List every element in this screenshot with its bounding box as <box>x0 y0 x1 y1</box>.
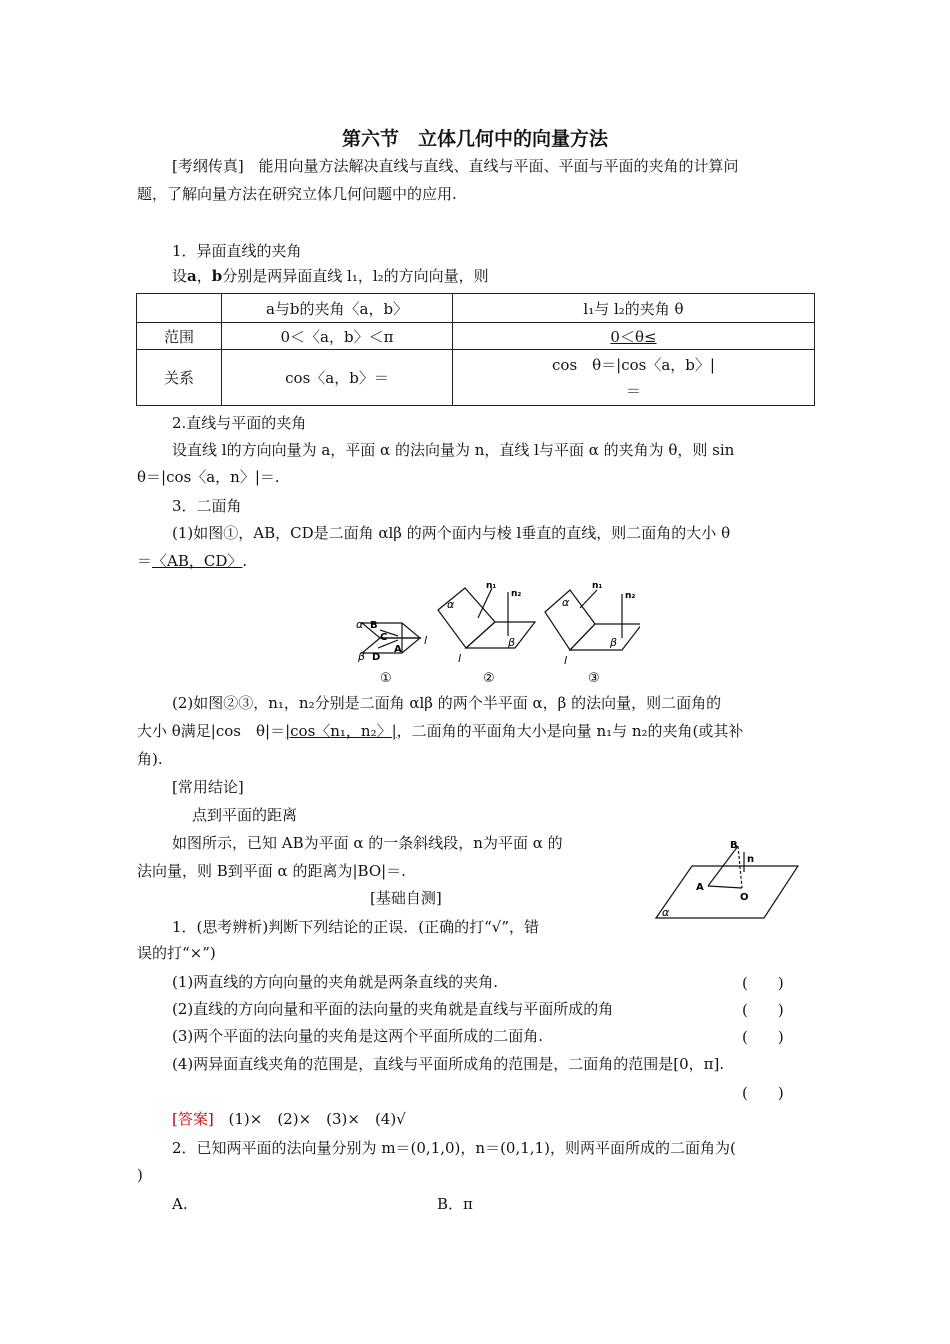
p2-suffix: ，二面角的平面角大小是向量 n₁与 n₂的夹角(或其补 <box>396 722 744 740</box>
fig3-n2: n₂ <box>625 591 636 601</box>
judgement-item-2: (2)直线的方向向量和平面的法向量的夹角就是直线与平面所成的角 <box>172 1000 614 1018</box>
p2-answer: |cos〈n₁，n₂〉| <box>285 722 397 740</box>
table-cell: 0＜〈a，b〉＜π <box>222 323 453 350</box>
conclusion-tag: [常用结论] <box>172 778 244 796</box>
judgement-item-4: (4)两异面直线夹角的范围是，直线与平面所成角的范围是，二面角的范围是[0，π]. <box>172 1055 725 1073</box>
fig2-alpha: α <box>447 598 455 611</box>
dist-O: O <box>740 892 749 903</box>
table-row <box>137 323 815 350</box>
fig1-D: D <box>372 652 381 663</box>
section-3-heading: 3．二面角 <box>172 497 242 515</box>
fig2-beta: β <box>508 636 516 649</box>
fig2-l: l <box>458 652 462 665</box>
intro-line-2: 题，了解向量方法在研究立体几何问题中的应用. <box>137 185 457 203</box>
judgement-paren-3: ( ) <box>742 1028 784 1046</box>
judgement-paren-1: ( ) <box>742 974 784 992</box>
relation-line-2: ＝ <box>625 381 641 400</box>
fig1-beta: β <box>358 650 366 663</box>
conclusion-line-2: 法向量，则 B到平面 α 的距离为|BO|＝. <box>137 862 406 880</box>
section-2-heading: 2.直线与平面的夹角 <box>172 414 307 432</box>
fig2-n1: n₁ <box>486 581 497 591</box>
relation-line-1: cos θ＝|cos〈a，b〉| <box>552 355 715 374</box>
fig1-alpha: α <box>356 618 364 631</box>
fig3-beta: β <box>610 636 618 649</box>
fig1-l: l <box>424 634 428 647</box>
range-answer: 0＜θ≤ <box>610 327 657 346</box>
table-cell <box>137 294 222 323</box>
intro-line-1 <box>172 156 739 176</box>
selftest-q2-line-2: ) <box>137 1166 143 1184</box>
page-title: 第六节 立体几何中的向量方法 <box>341 128 608 150</box>
option-b: B．π <box>437 1195 473 1213</box>
option-a: A. <box>172 1195 188 1213</box>
section-3-p1-line-1: (1)如图①，AB，CD是二面角 αlβ 的两个面内与棱 l垂直的直线，则二面角的大小 θ <box>172 524 731 542</box>
judgement-item-3: (3)两个平面的法向量的夹角是这两个平面所成的二面角. <box>172 1027 544 1045</box>
section-1-heading: 1．异面直线的夹角 <box>172 242 302 260</box>
fig3-n1: n₁ <box>592 581 603 591</box>
distance-figure <box>652 836 802 922</box>
judgement-item-1: (1)两直线的方向向量的夹角就是两条直线的夹角. <box>172 973 499 991</box>
intro-tag: [考纲传真] <box>172 157 244 175</box>
dihedral-figures <box>340 578 640 688</box>
intro-text-1: 能用向量方法解决直线与直线、直线与平面、平面与平面的夹角的计算问 <box>258 157 739 175</box>
vector-b: b <box>211 267 223 285</box>
dist-B: B <box>730 840 738 851</box>
fig1-label: ① <box>380 671 392 686</box>
table-header-cell: a与b的夹角〈a，b〉 <box>222 294 453 323</box>
judgement-paren-2: ( ) <box>742 1001 784 1019</box>
table-cell <box>453 350 815 406</box>
section-3-p2-line-1: (2)如图②③，n₁，n₂分别是二面角 αlβ 的两个半平面 α，β 的法向量，则二面角的 <box>172 694 722 712</box>
answer-line <box>172 1109 406 1129</box>
answer-tag: [答案] <box>172 1110 214 1128</box>
section-3-p1-line-2 <box>137 551 247 571</box>
p1-suffix: . <box>242 552 248 570</box>
fig2-n2: n₂ <box>511 589 522 599</box>
fig2-label: ② <box>483 671 495 686</box>
dist-A: A <box>696 882 704 893</box>
answer-text: (1)× (2)× (3)× (4)√ <box>228 1110 406 1128</box>
table-cell: cos〈a，b〉＝ <box>222 350 453 406</box>
desc-suffix: 分别是两异面直线 l₁，l₂的方向向量，则 <box>222 267 489 285</box>
table-row <box>137 350 815 406</box>
conclusion-line-1: 如图所示，已知 AB为平面 α 的一条斜线段，n为平面 α 的 <box>172 834 563 852</box>
section-2-line-1: 设直线 l的方向向量为 a，平面 α 的法向量为 n，直线 l与平面 α 的夹角为 θ，则 sin <box>172 441 735 459</box>
selftest-q2-line-1: 2．已知两平面的法向量分别为 m＝(0,1,0)，n＝(0,1,1)，则两平面所成的二面角为( <box>172 1139 736 1157</box>
vector-a: a <box>187 267 197 285</box>
fig1-A: A <box>394 644 402 655</box>
angle-table <box>136 293 815 406</box>
p1-prefix: ＝ <box>137 552 153 570</box>
section-1-desc <box>172 266 489 286</box>
conclusion-heading: 点到平面的距离 <box>192 806 298 824</box>
selftest-q1-line-2: 误的打“×”) <box>137 944 216 962</box>
section-2-line-2: θ＝|cos〈a，n〉|＝. <box>137 468 280 486</box>
table-header-cell: l₁与 l₂的夹角 θ <box>453 294 815 323</box>
judgement-paren-4: ( ) <box>742 1084 784 1102</box>
dist-n: n <box>747 854 755 865</box>
table-cell: 范围 <box>137 323 222 350</box>
section-3-p2-line-3: 角). <box>137 750 163 768</box>
table-header-row <box>137 294 815 323</box>
selftest-tag: [基础自测] <box>370 889 442 907</box>
dist-alpha: α <box>662 906 670 919</box>
p2-prefix: 大小 θ满足|cos θ|＝ <box>137 722 286 740</box>
fig1-B: B <box>370 620 378 631</box>
fig3-l: l <box>564 654 568 667</box>
desc-prefix: 设 <box>172 267 188 285</box>
fig1-C: C <box>380 632 388 643</box>
fig3-label: ③ <box>588 671 600 686</box>
fig3-alpha: α <box>562 596 570 609</box>
section-3-p2-line-2 <box>137 721 743 741</box>
p1-answer: 〈AB，CD〉 <box>152 552 243 570</box>
desc-sep: ， <box>196 267 212 285</box>
table-cell <box>453 323 815 350</box>
table-cell: 关系 <box>137 350 222 406</box>
selftest-q1-line-1: 1．(思考辨析)判断下列结论的正误．(正确的打“√”，错 <box>172 918 539 936</box>
